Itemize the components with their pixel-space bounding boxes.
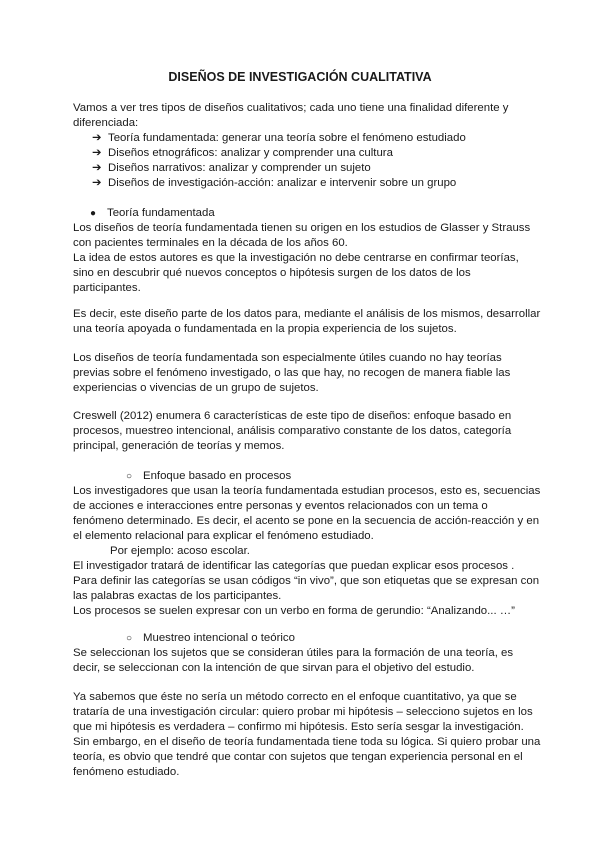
paragraph-line: Los diseños de teoría fundamentada son especialmente útiles cuando no hay teorías	[73, 352, 502, 364]
paragraph-line: trataría de una investigación circular: quiero probar mi hipótesis – selecciono sujetos en los	[73, 706, 533, 718]
circle-bullet-icon: ○	[126, 633, 133, 644]
list-item-text: Diseños de investigación-acción: analizar e intervenir sobre un grupo	[108, 177, 457, 189]
list-item-text: Diseños narrativos: analizar y comprender un sujeto	[108, 162, 371, 174]
paragraph-line: de acciones e interacciones entre personas y eventos relacionados con un tema o	[73, 500, 488, 512]
paragraph-line: las palabras exactas de los participantes.	[73, 590, 282, 602]
paragraph-line: Para definir las categorías se usan códigos “in vivo”, que son etiquetas que se expresan con	[73, 575, 540, 587]
section-heading	[90, 206, 215, 221]
paragraph-line: fenómeno determinado. Es decir, el acento se pone en la secuencia de acción-reacción y en	[73, 515, 540, 527]
list-item-text: Teoría fundamentada: generar una teoría sobre el fenómeno estudiado	[108, 132, 466, 144]
subsection-heading-text: Enfoque basado en procesos	[143, 470, 292, 482]
paragraph-line: participantes.	[73, 282, 141, 294]
paragraph-line: teoría, es obvio que tendré que contar con sujetos que tengan experiencia personal en el	[73, 751, 523, 763]
paragraph-line: sino en descubrir qué nuevos conceptos o hipótesis surgen de los datos de los	[73, 267, 471, 279]
subsection-heading	[126, 631, 295, 646]
page-title: DISEÑOS DE INVESTIGACIÓN CUALITATIVA	[168, 70, 432, 84]
intro-line: Vamos a ver tres tipos de diseños cualitativos; cada uno tiene una finalidad diferente y	[73, 102, 509, 114]
subsection-heading-text: Muestreo intencional o teórico	[143, 632, 295, 644]
intro-line: diferenciada:	[73, 117, 139, 129]
list-item	[92, 146, 393, 161]
paragraph-line: Ya sabemos que éste no sería un método correcto en el enfoque cuantitativo, ya que se	[73, 691, 517, 703]
paragraph-line: Sin embargo, en el diseño de teoría fundamentada tiene toda su lógica. Si quiero probar una	[73, 736, 541, 748]
paragraph-line: con pacientes terminales en la década de los años 60.	[73, 237, 348, 249]
paragraph-line: principal, generación de teorías y memos.	[73, 440, 285, 452]
subsection-heading	[126, 469, 291, 484]
list-item	[92, 176, 456, 191]
paragraph-line: El investigador tratará de identificar las categorías que puedan explicar esos procesos .	[73, 560, 515, 572]
paragraph-line: decir, se seleccionan con la intención de que sirvan para el objetivo del estudio.	[73, 662, 475, 674]
list-item	[92, 131, 466, 146]
list-item-text: Diseños etnográficos: analizar y comprender una cultura	[108, 147, 393, 159]
arrow-icon: ➔	[92, 147, 102, 159]
paragraph-line: el elemento relacional para explicar el fenómeno estudiado.	[73, 530, 374, 542]
bullet-icon: ●	[90, 208, 97, 219]
arrow-icon: ➔	[92, 177, 102, 189]
paragraph-line: Es decir, este diseño parte de los datos para, mediante el análisis de los mismos, desarrollar	[73, 308, 541, 320]
list-item	[92, 161, 371, 176]
arrow-icon: ➔	[92, 132, 102, 144]
paragraph-line: Los procesos se suelen expresar con un verbo en forma de gerundio: “Analizando... …”	[73, 605, 515, 617]
paragraph-line: La idea de estos autores es que la investigación no debe centrarse en confirmar teorías,	[73, 252, 519, 264]
paragraph-line: Los diseños de teoría fundamentada tienen su origen en los estudios de Glasser y Strauss	[73, 222, 531, 234]
circle-bullet-icon: ○	[126, 471, 133, 482]
example-line: Por ejemplo: acoso escolar.	[110, 545, 250, 557]
paragraph-line: Los investigadores que usan la teoría fundamentada estudian procesos, esto es, secuencias	[73, 485, 541, 497]
paragraph-line: una teoría apoyada o fundamentada en la propia experiencia de los sujetos.	[73, 323, 457, 335]
paragraph-line: Creswell (2012) enumera 6 características de este tipo de diseños: enfoque basado en	[73, 410, 512, 422]
paragraph-line: que mi hipótesis es verdadera – confirmo mi hipótesis. Esto sería sesgar la investigación.	[73, 721, 524, 733]
paragraph-line: previas sobre el fenómeno investigado, o las que hay, no recogen de manera fiable las	[73, 367, 511, 379]
paragraph-line: procesos, muestreo intencional, análisis comparativo constante de los datos, categoría	[73, 425, 512, 437]
section-heading-text: Teoría fundamentada	[107, 207, 215, 219]
arrow-icon: ➔	[92, 162, 102, 174]
paragraph-line: experiencias o vivencias de un grupo de sujetos.	[73, 382, 319, 394]
paragraph-line: fenómeno estudiado.	[73, 766, 180, 778]
paragraph-line: Se seleccionan los sujetos que se consideran útiles para la formación de una teoría, es	[73, 647, 514, 659]
